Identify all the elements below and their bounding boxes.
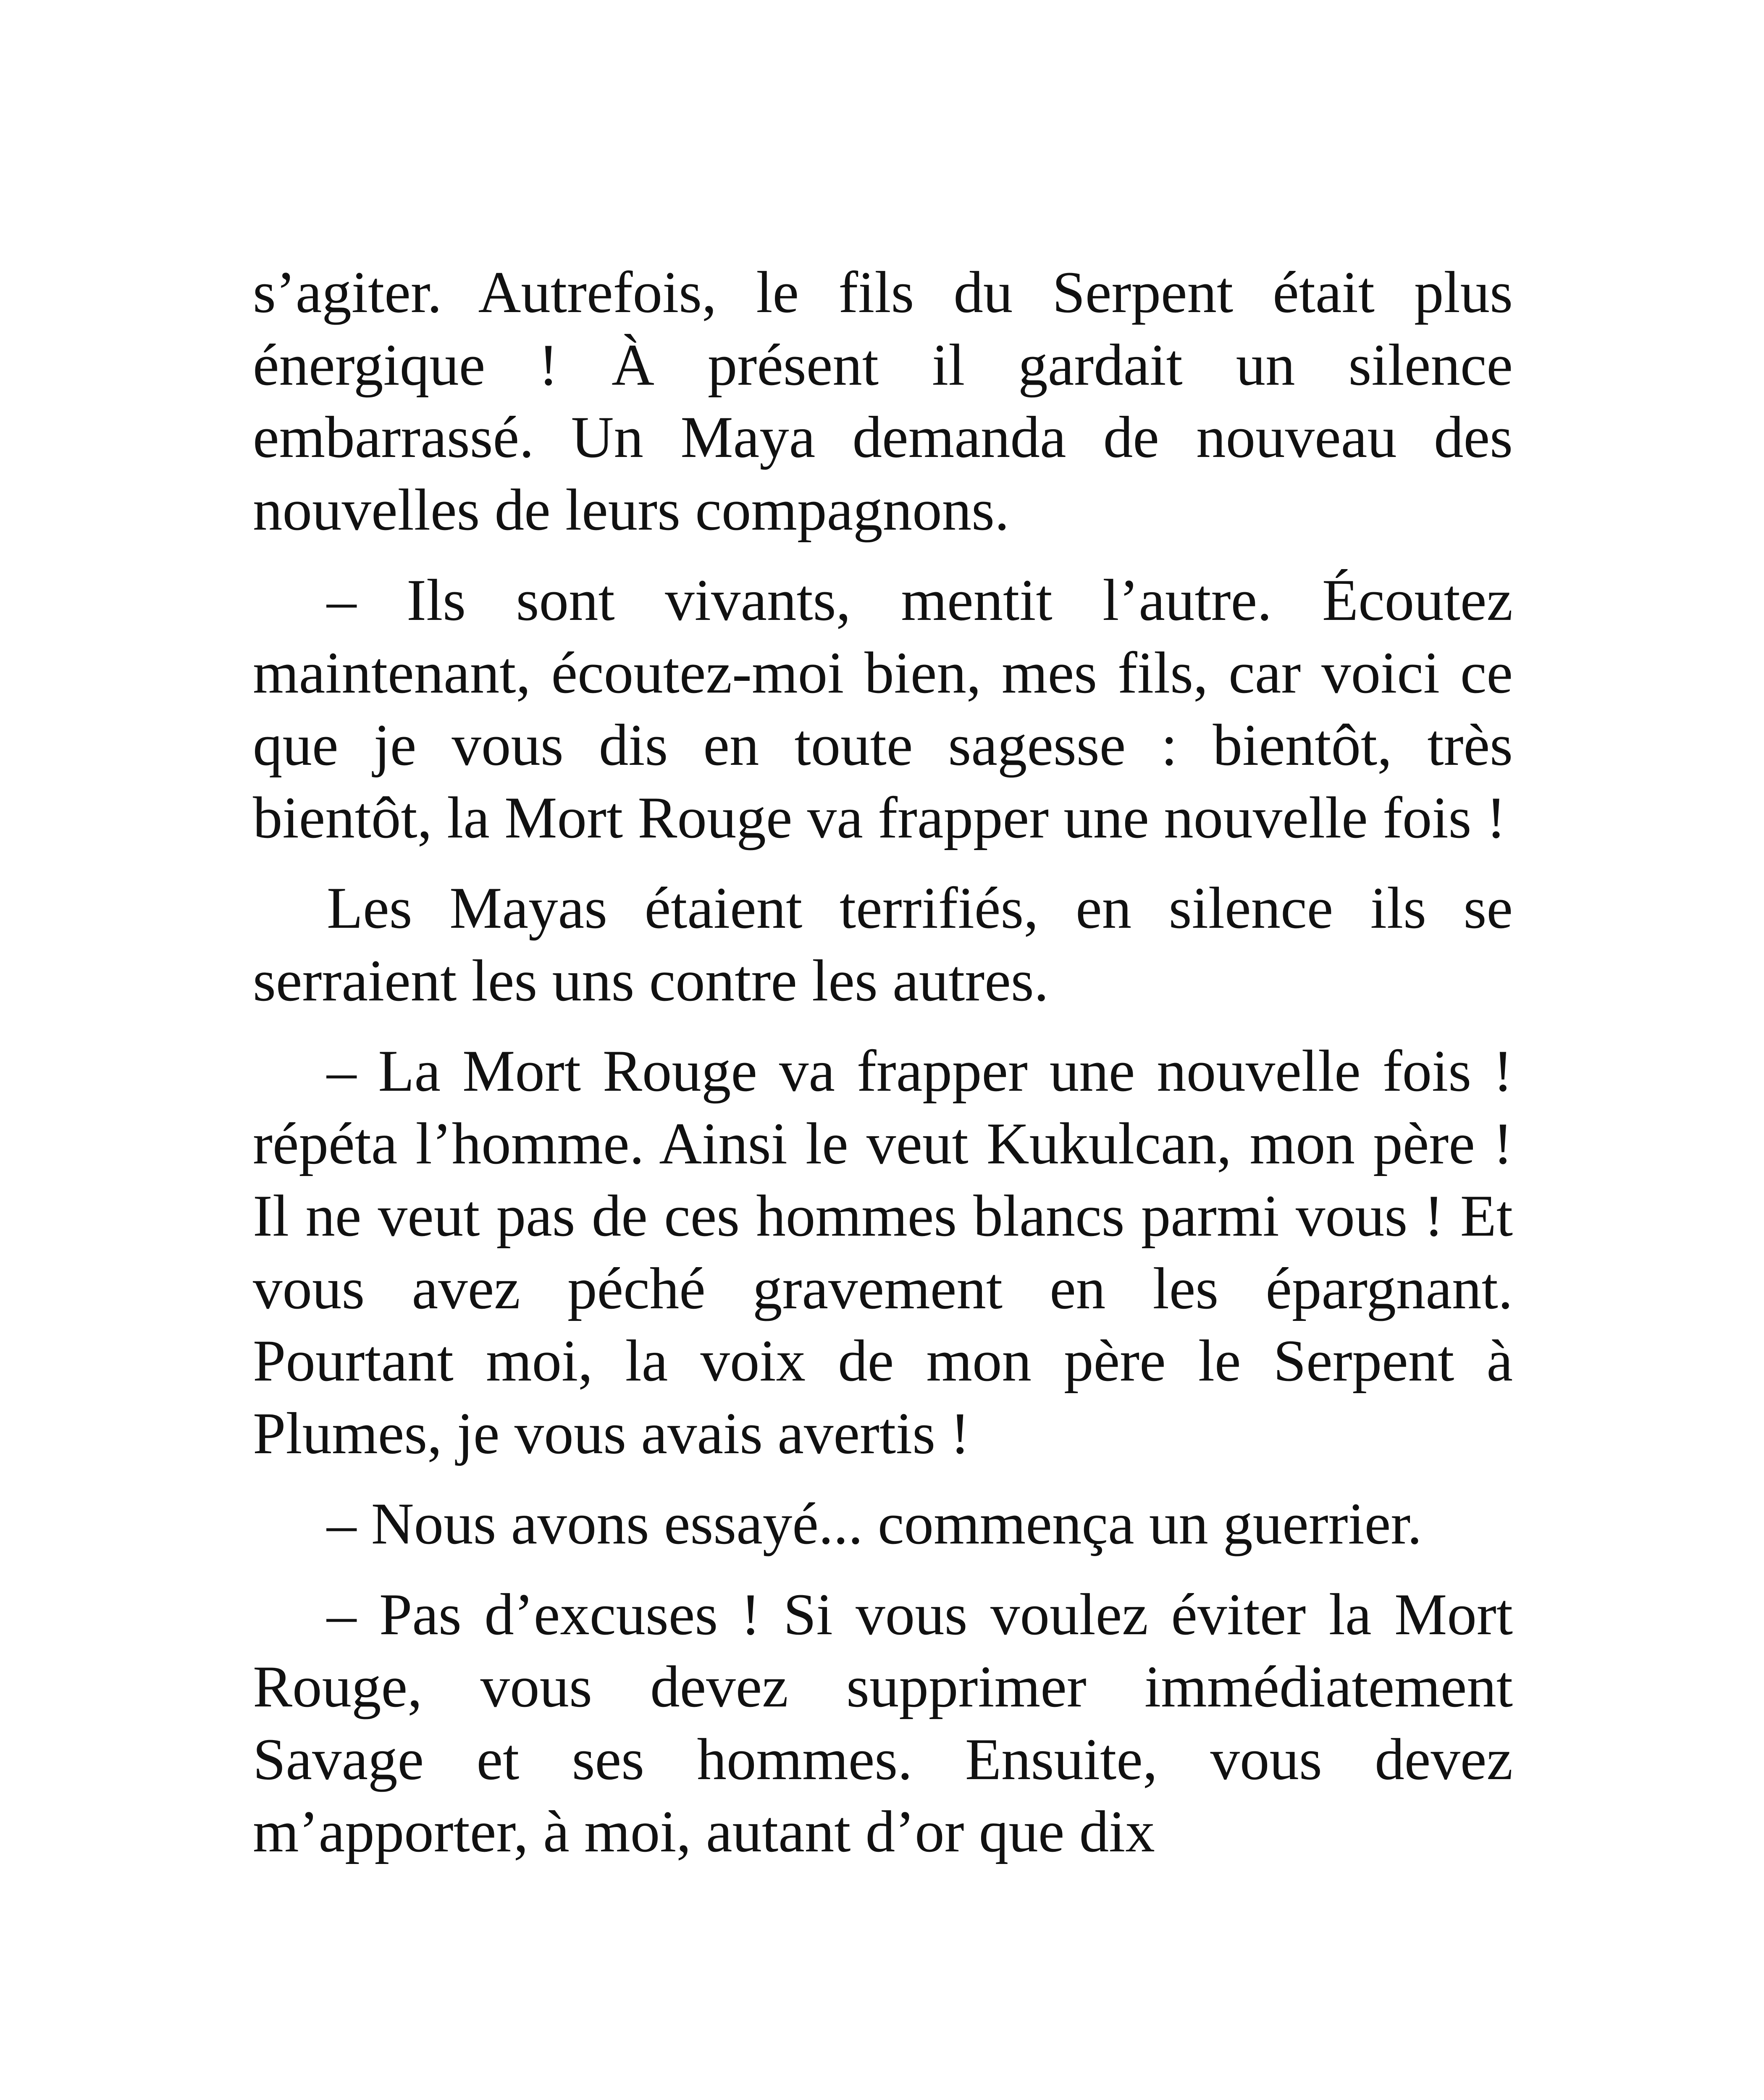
page-body <box>253 256 1513 1868</box>
paragraph-6: – Pas d’excuses ! Si vous voulez éviter la Mort Rouge, vous devez supprimer immédiatement Savage et ses hommes. Ensuite, vous devez m’apporter, à moi, autant d’or que dix <box>253 1581 1513 1864</box>
paragraph-1: s’agiter. Autrefois, le fils du Serpent était plus énergique ! À présent il gardait un silence embarrassé. Un Maya demanda de nouveau des nouvelles de leurs compagnons. <box>253 260 1513 543</box>
paragraph-4: – La Mort Rouge va frapper une nouvelle fois ! répéta l’homme. Ainsi le veut Kukulcan, mon père ! Il ne veut pas de ces hommes blancs parmi vous ! Et vous avez péché gravement en les épargnant. Pourtant moi, la voix de mon père le Serpent à Plumes, je vous avais avertis ! <box>253 1038 1513 1466</box>
paragraph-5: – Nous avons essayé... commença un guerrier. <box>327 1491 1422 1557</box>
paragraph-2: – Ils sont vivants, mentit l’autre. Écoutez maintenant, écoutez-moi bien, mes fils, car voici ce que je vous dis en toute sagesse : bientôt, très bientôt, la Mort Rouge va frapper une nouvelle fois ! <box>253 567 1513 850</box>
paragraph-3: Les Mayas étaient terrifiés, en silence ils se serraient les uns contre les autres. <box>253 875 1513 1013</box>
